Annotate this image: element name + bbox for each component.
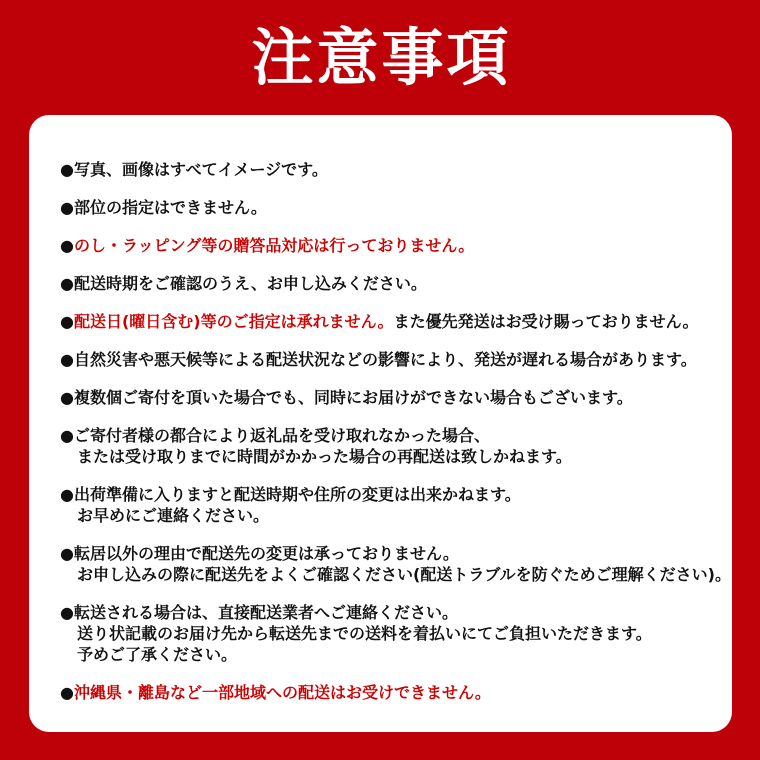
note-line — [60, 623, 724, 644]
notes-list — [60, 159, 731, 703]
note-line — [60, 197, 724, 218]
note-line — [60, 602, 724, 623]
bullet-icon: ● — [60, 274, 74, 293]
bullet-icon: ● — [60, 312, 74, 331]
note-text: また優先発送はお受け賜っておりません。 — [393, 312, 699, 331]
bullet-icon: ● — [60, 350, 74, 369]
note-text: 送り状記載のお届け先から転送先までの送料を着払いにてご負担いただきます。 — [77, 624, 652, 643]
bullet-icon: ● — [60, 236, 74, 255]
note-item — [60, 197, 724, 218]
note-text: 自然災害や悪天候等による配送状況などの影響により、発送が遅れる場合があります。 — [73, 350, 697, 369]
note-text: 写真、画像はすべてイメージです。 — [73, 160, 328, 179]
bullet-icon: ● — [60, 544, 74, 563]
note-item — [60, 387, 724, 408]
note-line — [60, 484, 724, 505]
note-text: 出荷準備に入りますと配送時期や住所の変更は出来かねます。 — [73, 485, 521, 504]
note-item — [60, 349, 724, 370]
note-item — [60, 273, 724, 294]
note-line — [60, 505, 724, 526]
note-line — [60, 273, 724, 294]
notes-panel — [29, 115, 732, 732]
note-item — [60, 484, 724, 526]
note-text: 複数個ご寄付を頂いた場合でも、同時にお届けができない場合もございます。 — [73, 388, 633, 407]
note-text: お申し込みの際に配送先をよくご確認ください(配送トラブルを防ぐためご理解ください)。 — [77, 565, 731, 584]
bullet-icon: ● — [60, 198, 74, 217]
note-text: お早めにご連絡ください。 — [77, 506, 270, 525]
note-line — [60, 235, 724, 256]
page-title: 注意事項 — [251, 20, 512, 94]
note-line — [60, 446, 724, 467]
note-item — [60, 543, 731, 585]
note-text: 転送される場合は、直接配送業者へご連絡ください。 — [73, 603, 458, 622]
note-text: または受け取りまでに時間がかかった場合の再配送は致しかねます。 — [77, 447, 572, 466]
note-item — [60, 682, 724, 703]
title-bar — [0, 0, 760, 115]
note-line — [60, 387, 724, 408]
note-item — [60, 311, 724, 332]
bullet-icon: ● — [60, 160, 74, 179]
bullet-icon: ● — [60, 683, 74, 702]
note-line — [60, 543, 724, 564]
note-item — [60, 602, 724, 665]
note-line — [60, 311, 724, 332]
note-text: 予めご了承ください。 — [77, 645, 238, 664]
note-text: 沖縄県・離島など一部地域への配送はお受けできません。 — [73, 683, 491, 702]
note-text: 配送時期をご確認のうえ、お申し込みください。 — [73, 274, 427, 293]
note-text: のし・ラッピング等の贈答品対応は行っておりません。 — [73, 236, 475, 255]
bullet-icon: ● — [60, 388, 74, 407]
note-text: 部位の指定はできません。 — [73, 198, 267, 217]
note-item — [60, 159, 724, 180]
note-line — [60, 644, 724, 665]
note-text: 転居以外の理由で配送先の変更は承っておりません。 — [73, 544, 459, 563]
note-line — [60, 564, 731, 585]
bullet-icon: ● — [60, 426, 74, 445]
bullet-icon: ● — [60, 485, 74, 504]
note-line — [60, 682, 724, 703]
note-line — [60, 349, 724, 370]
note-item — [60, 235, 724, 256]
note-line — [60, 425, 724, 446]
note-text: ご寄付者様の都合により返礼品を受け取れなかった場合、 — [73, 426, 490, 445]
bullet-icon: ● — [60, 603, 74, 622]
note-text: 配送日(曜日含む)等のご指定は承れません。 — [73, 312, 394, 331]
note-item — [60, 425, 724, 467]
note-line — [60, 159, 724, 180]
